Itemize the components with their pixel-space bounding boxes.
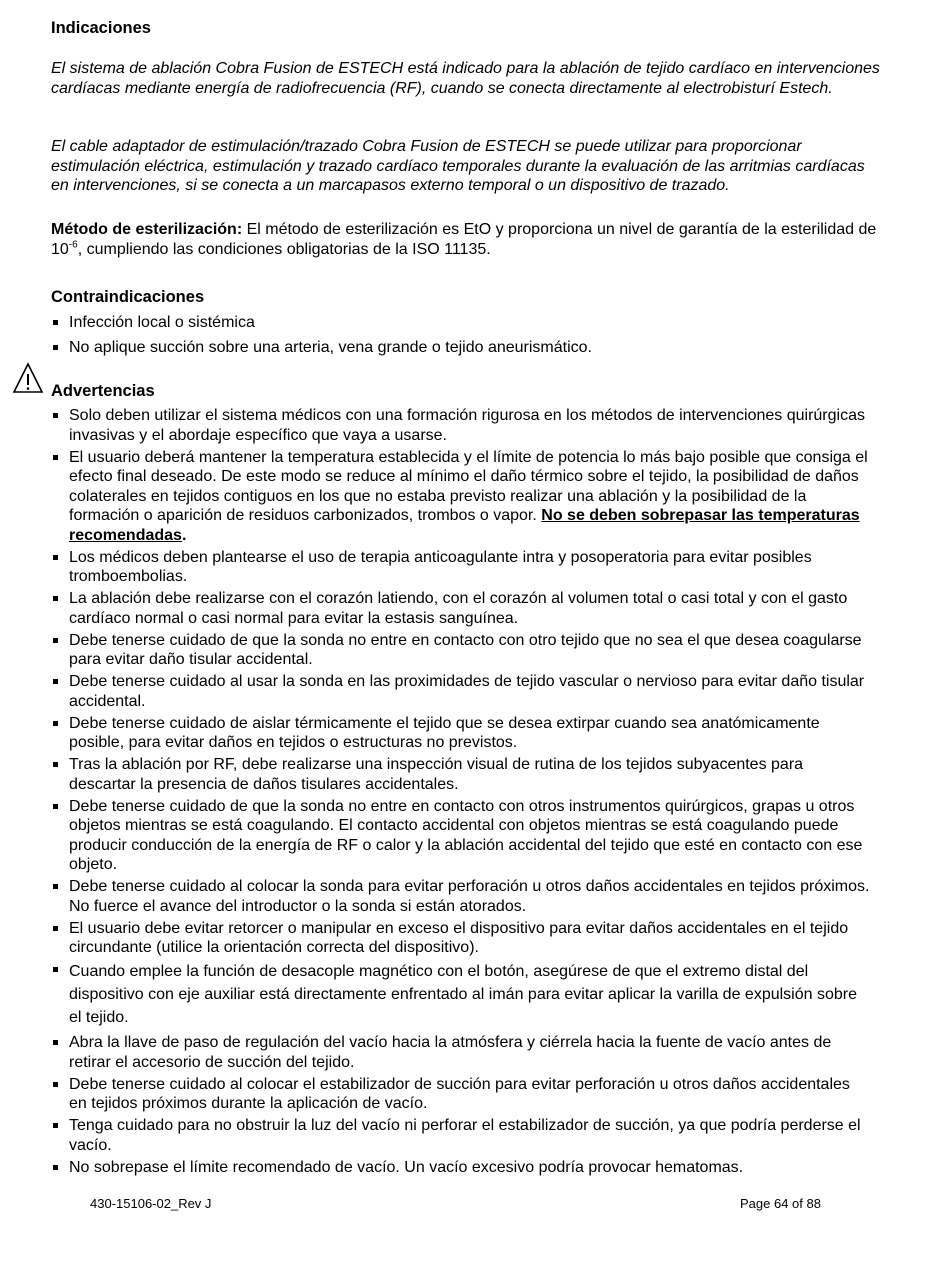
- list-item: Debe tenerse cuidado al usar la sonda en las proximidades de tejido vascular o nervioso para evitar daño tisular accidental.: [51, 672, 871, 711]
- indications-paragraph-1: El sistema de ablación Cobra Fusion de ESTECH está indicado para la ablación de tejido cardíaco en intervenciones cardíacas mediante energía de radiofrecuencia (RF), cuando se conecta directamente al electrobisturí Estech.: [51, 60, 880, 97]
- list-item: Los médicos deben plantearse el uso de terapia anticoagulante intra y posoperatoria para evitar posibles tromboembolias.: [51, 548, 871, 587]
- warnings-heading: Advertencias: [51, 382, 155, 400]
- warnings-list: [51, 406, 871, 1180]
- footer-page-number: Page 64 of 88: [740, 1196, 821, 1211]
- footer-doc-number: 430-15106-02_Rev J: [90, 1196, 212, 1211]
- list-item: No aplique succión sobre una arteria, vena grande o tejido aneurismático.: [51, 338, 871, 358]
- contraindications-heading: Contraindicaciones: [51, 288, 205, 306]
- sterilization-text-a: El método de esterilización es EtO y proporciona un nivel de garantía de la esterilidad de 10: [51, 221, 877, 258]
- list-item: No sobrepase el límite recomendado de vacío. Un vacío excesivo podría provocar hematomas.: [51, 1158, 871, 1178]
- sterilization-label: Método de esterilización:: [51, 221, 243, 238]
- list-item: Tenga cuidado para no obstruir la luz del vacío ni perforar el estabilizador de succión, ya que podría perderse el vacío.: [51, 1116, 871, 1155]
- list-item: Tras la ablación por RF, debe realizarse una inspección visual de rutina de los tejidos subyacentes para descartar la presencia de daños tisulares accidentales.: [51, 755, 871, 794]
- sterilization-text-b: , cumpliendo las condiciones obligatorias de la ISO 11135.: [77, 240, 491, 258]
- contraindications-list: [51, 313, 871, 360]
- list-item: Infección local o sistémica: [51, 313, 871, 333]
- list-item: El usuario debe evitar retorcer o manipular en exceso el dispositivo para evitar daños accidentales en el tejido circundante (utilice la orientación correcta del dispositivo).: [51, 919, 871, 958]
- list-item: El usuario deberá mantener la temperatura establecida y el límite de potencia lo más bajo posible que consiga el efecto final deseado. De este modo se reduce al mínimo el daño térmico sobre el tejido, la posibilidad de daños colaterales en tejidos contiguos en los que no estaba previsto realizar una ablación y la posibilidad de la formación o aparición de residuos carbonizados, trombos o vapor. No se deben sobrepasar las temperaturas recomendadas.: [51, 448, 871, 546]
- indications-paragraph-2: El cable adaptador de estimulación/trazado Cobra Fusion de ESTECH se puede utilizar para proporcionar estimulación eléctrica, estimulación y trazado cardíaco temporales durante la evaluación de las arritmias cardíacas en intervenciones, si se conecta a un marcapasos externo temporal o un dispositivo de trazado.: [51, 138, 865, 194]
- list-item: Debe tenerse cuidado al colocar el estabilizador de succión para evitar perforación u otros daños accidentales en tejidos próximos durante la aplicación de vacío.: [51, 1075, 871, 1114]
- warning-emphasis: No se deben sobrepasar las temperaturas recomendadas: [69, 507, 860, 544]
- list-item: Debe tenerse cuidado de que la sonda no entre en contacto con otros instrumentos quirúrgicos, grapas u otros objetos mientras se está coagulando. El contacto accidental con objetos mientras se está coagulando puede producir conducción de la energía de RF o calor y la ablación accidental del tejido que esté en contacto con ese objeto.: [51, 797, 871, 875]
- list-item: La ablación debe realizarse con el corazón latiendo, con el corazón al volumen total o casi total y con el gasto cardíaco normal o casi normal para evitar la estasis sanguínea.: [51, 589, 871, 628]
- list-item: Solo deben utilizar el sistema médicos con una formación rigurosa en los métodos de intervenciones quirúrgicas invasivas y el abordaje específico que vaya a usarse.: [51, 406, 871, 445]
- sterilization-exponent: -6: [68, 239, 78, 251]
- list-item: Abra la llave de paso de regulación del vacío hacia la atmósfera y ciérrela hacia la fuente de vacío antes de retirar el accesorio de succión del tejido.: [51, 1033, 871, 1072]
- indications-heading: Indicaciones: [51, 19, 151, 37]
- list-item: Debe tenerse cuidado al colocar la sonda para evitar perforación u otros daños accidentales en tejidos próximos. No fuerce el avance del introductor o la sonda si están atorados.: [51, 877, 871, 916]
- list-item: Debe tenerse cuidado de que la sonda no entre en contacto con otro tejido que no sea el que desea coagularse para evitar daño tisular accidental.: [51, 631, 871, 670]
- list-item: Cuando emplee la función de desacople magnético con el botón, asegúrese de que el extremo distal del dispositivo con eje auxiliar está directamente enfrentado al imán para evitar aplicar la varilla de expulsión sobre el tejido.: [51, 960, 871, 1029]
- list-item: Debe tenerse cuidado de aislar térmicamente el tejido que se desea extirpar cuando sea anatómicamente posible, para evitar daños en tejidos o estructuras no previstos.: [51, 714, 871, 753]
- sterilization-paragraph: [51, 220, 881, 259]
- warning-triangle-icon: [12, 362, 44, 395]
